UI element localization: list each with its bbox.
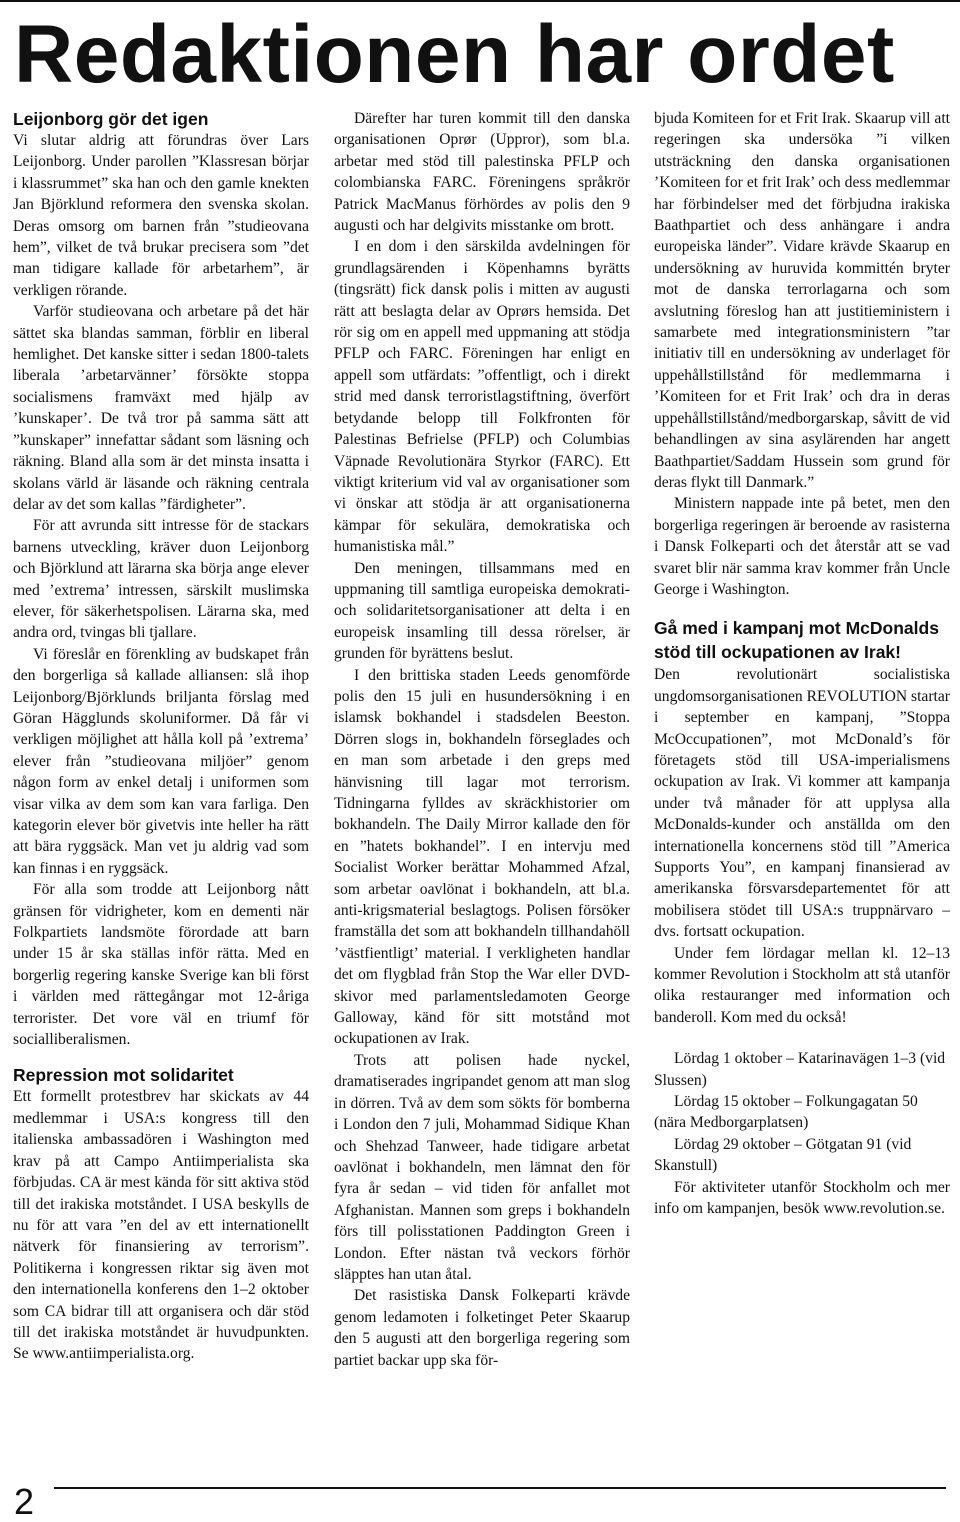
paragraph: Den revolutionärt socialistiska ungdomsorganisationen REVOLUTION startar i september en kampanj, ”Stoppa McOccupationen”, mot McDonald’s för företagets stöd till USA-imperialismens ockupation av Irak. Vi kommer att kampanja under två månader för att upplysa alla McDonalds-kunder och anställda om den internationella koncernens stöd till ”America Supports You”, en kampanj finansierad av amerikanska försvarsdepartementet för att mobilisera stödet till USA:s truppnärvaro – dvs. fortsatt ockupation. bbox=[654, 666, 950, 941]
paragraph: I den brittiska staden Leeds genomförde polis den 15 juli en husundersökning i en islamsk bokhandel i stadsdelen Beeston. Dörren slogs in, bokhandeln förseglades och en man som arbetade i den greps med hänvisning till lagar mot terrorism. Tidningarna fylldes av skräckhistorier om bokhandeln. The Daily Mirror kallade den för en ”hatets bokhandel”. I en intervju med Socialist Worker berättar Mohammed Afzal, som arbetar oavlönat i bokhandeln, att bl.a. anti-krigsmaterial beslagtogs. Polisen försöker framställa det som att bokhandeln tillhandahöll ’västfientligt’ material. I verkligheten handlar det om flygblad från Stop the War eller DVD-skivor med parlamentsledamoten George Galloway, känd för sitt motstånd mot ockupationen av Irak. bbox=[334, 666, 630, 1048]
event-list bbox=[654, 1048, 950, 1176]
paragraph: Därefter har turen kommit till den danska organisationen Oprør (Uppror), som bl.a. arbetar med stöd till palestinska PFLP och colombianska FARC. Föreningens språkrör Patrick MacManus förhördes av polis den 9 augusti och har delgivits misstanke om brott. bbox=[334, 110, 630, 235]
page-title: Redaktionen har ordet bbox=[14, 9, 895, 100]
event-item: Lördag 29 oktober – Götgatan 91 (vid Skanstull) bbox=[654, 1135, 912, 1175]
paragraph: Vi slutar aldrig att förundras över Lars Leijonborg. Under parollen ”Klassresan börjar i klassrummet” ska han och den gamle knekten Jan Björklund reformera den svenska skolan. Deras omsorg om barnen från ”studieovana hem”, vilket de två brukar precisera som ”det man tidigare kallade för arbetarhem”, är verkligen rörande. bbox=[13, 132, 309, 299]
masthead bbox=[0, 0, 960, 100]
paragraph: Vi föreslår en förenkling av budskapet från den borgerliga så kallade alliansen: slå ihop Leijonborg/Björklunds briljanta förslag med Göran Hägglunds skoluniformer. Då får vi verkligen möjlighet att hålla koll på ’extrema’ elever från ”studieovana miljöer” genom någon form av enkel detalj i uniformen som visar vilka av dem som kan vara farliga. Den kategorin elever bör givetvis inte heller ha rätt att bära ryggsäck. Man vet ju aldrig vad som kan finnas i en ryggsäck. bbox=[13, 645, 309, 877]
column-2 bbox=[334, 108, 630, 1371]
paragraph: För aktiviteter utanför Stockholm och mer info om kampanjen, besök www.revolution.se. bbox=[654, 1178, 950, 1218]
paragraph: För att avrunda sitt intresse för de stackars barnens utveckling, kräver duon Leijonborg och Björklund att lärarna ska börja ange elever med ’extrema’ intressen, särskilt muslimska elever, för säkerhetspolisen. Lärarna ska, med andra ord, tvingas bli tjallare. bbox=[13, 517, 309, 642]
paragraph: Varför studieovana och arbetare på det här sättet ska blandas samman, förblir en liberal hemlighet. Det kanske sitter i sedan 1800-talets liberala ’arbetarvänner’ försökte stoppa socialismens framväxt med hjälp av ’kunskaper’. De två tror på samma sätt att ”kunskaper” innefattar sådant som läsning och räkning. Bland alla som är det minsta insatta i skolans värld är läsande och räkning centrala delar av det som kallas ”färdigheter”. bbox=[13, 303, 309, 513]
paragraph: Den meningen, tillsammans med en uppmaning till samtliga europeiska demokrati- och solidaritetsorganisationer att delta i en europeisk insamling till dessa rörelser, är grunden för byrättens beslut. bbox=[334, 559, 630, 663]
heading-repression: Repression mot solidaritet bbox=[13, 1065, 234, 1086]
event-item: Lördag 15 oktober – Folkungagatan 50 (nära Medborgarplatsen) bbox=[654, 1093, 918, 1132]
paragraph: För alla som trodde att Leijonborg nått gränsen för vidrigheter, kom en dementi när Folkpartiets landsmöte förordade att barn under 15 år ska ställas inför rätta. Med en borgerlig regering kanske Sverige kan bli först i världen med rättegångar mot 12-åriga terrorister. Det vore väl en triumf för socialliberalismen. bbox=[13, 881, 309, 1049]
paragraph: Ett formellt protestbrev har skickats av 44 medlemmar i USA:s kongress till den italienska ambassadören i Washington med krav på att Campo Antiimperialista ska förbjudas. CA är mest kända för sitt aktiva stöd till det irakiska motståndet. I USA beskylls de nu för att vara ”en del av ett internationellt nätverk för finansiering av terrorism”. Politikerna i kongressen riktar sig även mot den internationella konferens den 1–2 oktober som CA bidrar till att organisera och där stöd till det irakiska motståndet är huvudpunkten. Se www.antiimperialista.org. bbox=[13, 1088, 309, 1363]
paragraph: Under fem lördagar mellan kl. 12–13 kommer Revolution i Stockholm att stå utanför olika restauranger med information och banderoll. Kom med du också! bbox=[654, 944, 950, 1026]
paragraph: Det rasistiska Dansk Folkeparti krävde genom ledamoten i folketinget Peter Skaarup den 5 augusti att den borgerliga regering som partiet backar upp ska för- bbox=[334, 1287, 630, 1369]
event-item: Lördag 1 oktober – Katarinavägen 1–3 (vid Slussen) bbox=[654, 1050, 946, 1089]
paragraph: Trots att polisen hade nyckel, dramatiserades ingripandet genom att man slog in dörren. Två av dem som sökts för bomberna i London den 7 juli, Mohammad Sidique Khan och Shehzad Tanweer, hade tidigare arbetat oavlönat i bokhandeln, men lämnat den för fyra år sedan – vid tiden för anfallet mot Afghanistan. Mannen som greps i bokhandeln förs till polisstationen Paddington Green i London. Efter nästan två veckors förhör släpptes han utan åtal. bbox=[334, 1051, 630, 1283]
footer-rule bbox=[54, 1487, 946, 1489]
heading-campaign: Gå med i kampanj mot McDonalds stöd till ockupationen av Irak! bbox=[654, 618, 939, 663]
heading-leijonborg: Leijonborg gör det igen bbox=[13, 109, 209, 129]
column-3 bbox=[654, 108, 950, 1220]
paragraph: bjuda Komiteen for et Frit Irak. Skaarup vill att regeringen ska undersöka ”i vilken utsträckning den danska organisationen ’Komiteen for et frit Irak’ och dess medlemmar har förbindelser med det förbjudna irakiska Baathpartiet och dess anhängare i andra europeiska länder”. Vidare krävde Skaarup en undersökning av huruvida kommittén bryter mot de danska terrorlagarna och som avslutning föreslog han att justitieministern i samarbete med integrationsministern ”tar initiativ till en undersökning av underlaget för uppehållstillstånd för medlemmarna i ’Komiteen for et Frit Irak’ och dra in deras uppehållstillstånd/medborgarskap, såvitt de vid behandlingen av sina asylärenden har angett Baathpartiet/Saddam Hussein som grund för deras flykt till Danmark.” bbox=[654, 110, 950, 491]
page-number: 2 bbox=[14, 1481, 35, 1522]
paragraph: Ministern nappade inte på betet, men den borgerliga regeringen är beroende av rasisterna i Dansk Folkeparti och det återstår att se vad svaret blir när samma krav kommer från Uncle George i Washington. bbox=[654, 495, 950, 598]
column-1 bbox=[13, 108, 309, 1365]
paragraph: I en dom i den särskilda avdelningen för grundlagsärenden i Köpenhamns byrätts (tingsrätt) fick dansk polis i mitten av augusti rätt att beslagta delar av Oprørs hemsida. Det rör sig om en appell med uppmaning att stödja PFLP och FARC. Föreningen har enligt en appell som utfärdats: ”offentligt, och i direkt strid med dansk terroristlagstiftning, överfört betydande belopp till Folkfronten för Palestinas Befrielse (PFLP) och Columbias Väpnade Revolutionära Styrkor (FARC). Ett viktigt kriterium vid val av organisationer som vi önskar att stödja är att organisationerna kämpar för sekulära, demokratiska och humanistiska mål.” bbox=[334, 238, 630, 556]
